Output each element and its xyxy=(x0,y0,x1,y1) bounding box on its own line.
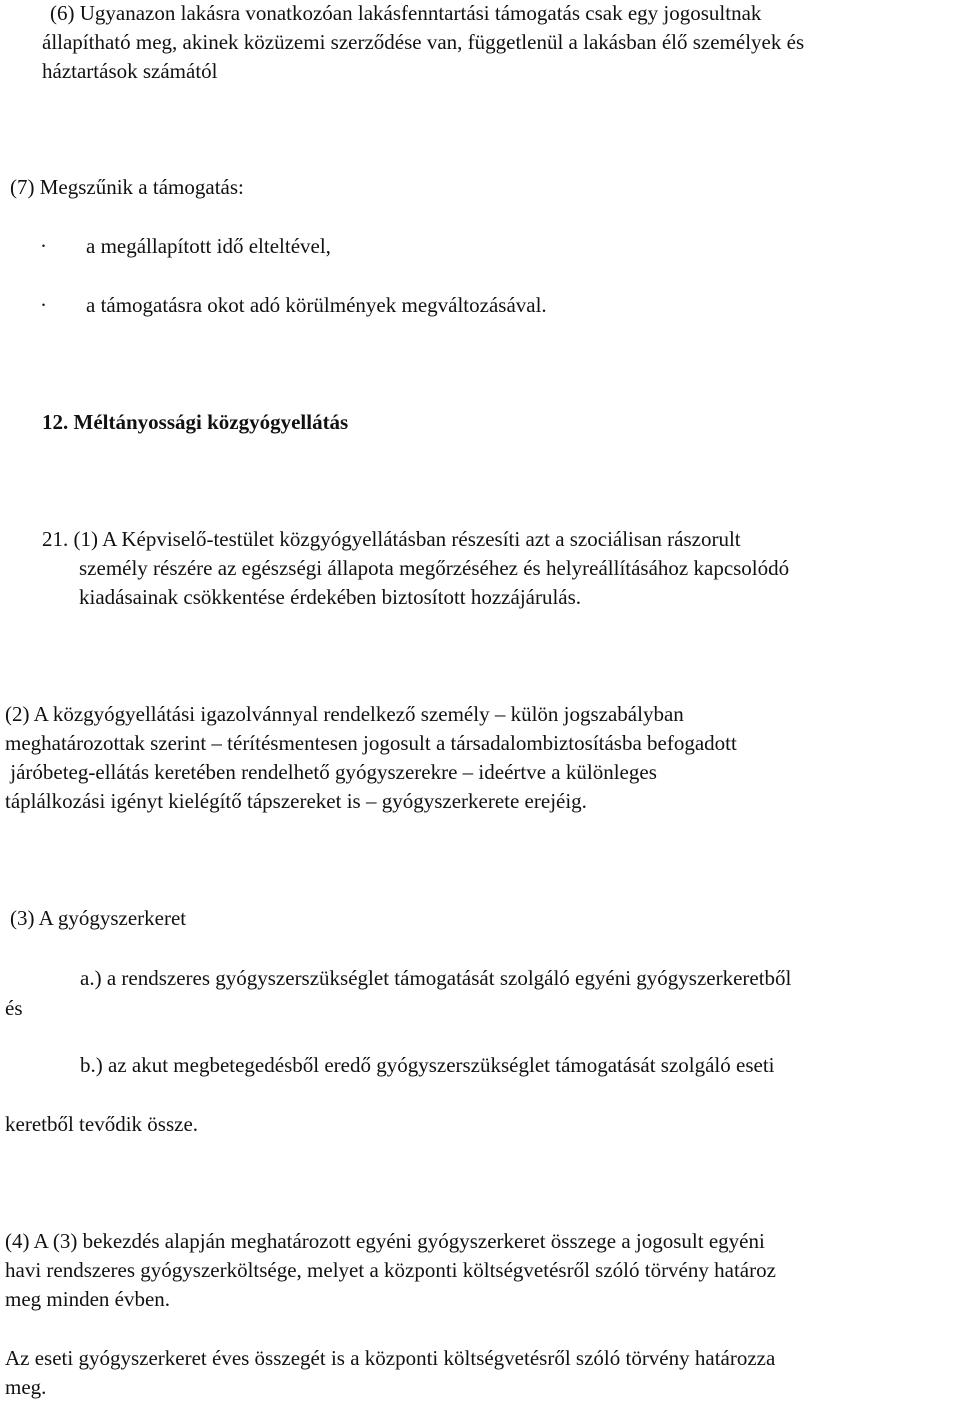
connector-text: és xyxy=(5,996,23,1020)
bullet-mark: · xyxy=(40,293,47,317)
paragraph-6 xyxy=(42,0,804,86)
paragraph-line: meg minden évben. xyxy=(5,1287,171,1311)
paragraph-21-1 xyxy=(42,525,789,612)
paragraph-tail: keretből tevődik össze. xyxy=(5,1112,199,1136)
paragraph-6-line: (6) Ugyanazon lakásra vonatkozóan lakásfenntartási támogatás csak egy jogosultnak xyxy=(50,1,762,25)
paragraph-21-3-title: (3) A gyógyszerkeret xyxy=(10,906,187,930)
bullet-mark: · xyxy=(40,234,47,258)
bullet-text: a támogatásra okot adó körülmények megváltozásával. xyxy=(86,293,547,317)
bullet-text: a megállapított idő elteltével, xyxy=(86,234,331,258)
list-item-a: a.) a rendszeres gyógyszerszükséglet támogatását szolgáló egyéni gyógyszerkeretből xyxy=(80,966,792,990)
paragraph-7-title: (7) Megszűnik a támogatás: xyxy=(10,175,244,199)
section-heading: 12. Méltányossági közgyógyellátás xyxy=(42,410,349,434)
paragraph-line: személy részére az egészségi állapota megőrzéséhez és helyreállításához kapcsolódó xyxy=(79,556,790,580)
paragraph-6-line: állapítható meg, akinek közüzemi szerződése van, függetlenül a lakásban élő személyek és xyxy=(42,30,805,54)
list-item-b: b.) az akut megbetegedésből eredő gyógyszerszükséglet támogatását szolgáló eseti xyxy=(80,1053,775,1077)
paragraph-line: (4) A (3) bekezdés alapján meghatározott egyéni gyógyszerkeret összege a jogosult egyéni xyxy=(5,1229,765,1253)
paragraph-line: táplálkozási igényt kielégítő tápszereket is – gyógyszerkerete erejéig. xyxy=(5,789,587,813)
paragraph-line: kiadásainak csökkentése érdekében biztosított hozzájárulás. xyxy=(79,585,582,609)
paragraph-line: 21. (1) A Képviselő-testület közgyógyellátásban részesíti azt a szociálisan rászorult xyxy=(42,527,741,551)
paragraph-21-4 xyxy=(5,1227,776,1314)
paragraph-line: járóbeteg-ellátás keretében rendelhető gyógyszerekre – ideértve a különleges xyxy=(5,760,657,784)
paragraph-line: meg. xyxy=(5,1375,47,1399)
paragraph-line: Az eseti gyógyszerkeret éves összegét is a központi költségvetésről szóló törvény határozza xyxy=(5,1346,776,1370)
paragraph-6-line: háztartások számától xyxy=(42,59,218,83)
paragraph-21-5 xyxy=(5,1344,775,1402)
paragraph-line: (2) A közgyógyellátási igazolvánnyal rendelkező személy – külön jogszabályban xyxy=(5,702,684,726)
paragraph-21-2 xyxy=(5,700,737,816)
paragraph-line: meghatározottak szerint – térítésmentesen jogosult a társadalombiztosításba befogadott xyxy=(5,731,737,755)
paragraph-line: havi rendszeres gyógyszerköltsége, melyet a központi költségvetésről szóló törvény határoz xyxy=(5,1258,776,1282)
